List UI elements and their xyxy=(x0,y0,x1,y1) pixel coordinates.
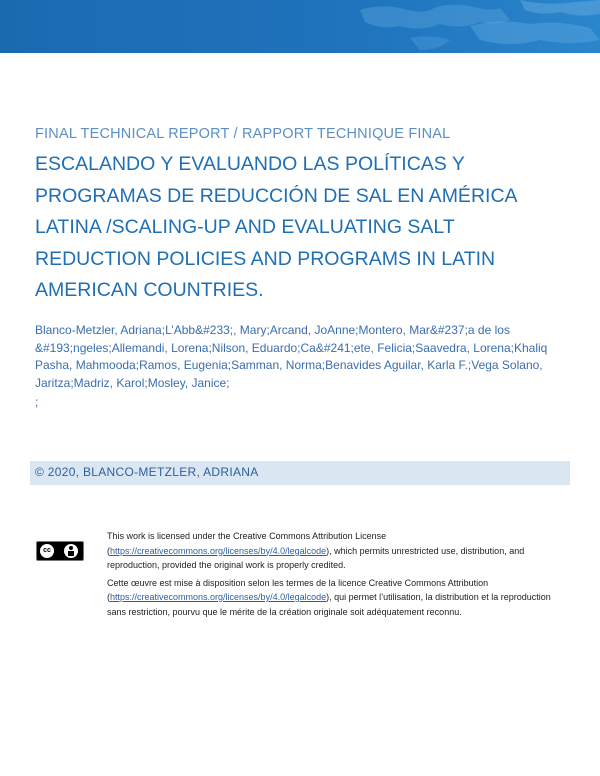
copyright-bar xyxy=(30,461,570,485)
header-banner xyxy=(0,0,600,53)
creative-commons-by-icon xyxy=(36,541,84,561)
attribution-person-icon xyxy=(63,543,79,559)
report-title: ESCALANDO Y EVALUANDO LAS POLÍTICAS Y PROGRAMAS DE REDUCCIÓN DE SAL EN AMÉRICA LATINA /SCALING-UP AND EVALUATING SALT REDUCTION POLICIES AND PROGRAMS IN LATIN AMERICAN COUNTRIES. xyxy=(35,153,517,301)
cc-circle-icon: cc xyxy=(39,543,55,559)
trailing-text: ; xyxy=(35,395,39,409)
report-type-label: FINAL TECHNICAL REPORT / RAPPORT TECHNIQUE FINAL xyxy=(35,126,451,142)
license-french: Cette œuvre est mise à disposition selon les termes de la licence Creative Commons Attribution (https://creativecommons.org/licenses/by/4.0/legalcode), qui permet l’utilisation, la distribution et la reproduction sans restriction, pourvu que le mérite de la création originale soit adéquatement reconnu. xyxy=(107,577,551,617)
copyright-notice: © 2020, BLANCO-METZLER, ADRIANA xyxy=(35,465,259,479)
world-map-graphic xyxy=(0,0,600,53)
license-english: This work is licensed under the Creative Commons Attribution License (https://creativecommons.org/licenses/by/4.0/legalcode), which permits unrestricted use, distribution, and reproduction, provided the original work is properly credited. xyxy=(107,531,525,570)
author-list: Blanco-Metzler, Adriana;L’Abb&#233;, Mary;Arcand, JoAnne;Montero, Mar&#237;a de los &#193;ngeles;Allemandi, Lorena;Nilson, Eduardo;Ca&#241;ete, Felicia;Saavedra, Lorena;Khaliq Pasha, Mahmooda;Ramos, Eugenia;Samman, Norma;Benavides Aguilar, Karla F.;Vega Solano, Jaritza;Madriz, Karol;Mosley, Janice; xyxy=(35,323,548,390)
license-link-english[interactable]: https://creativecommons.org/licenses/by/4.0/legalcode xyxy=(110,545,327,556)
license-link-french[interactable]: https://creativecommons.org/licenses/by/4.0/legalcode xyxy=(110,592,327,602)
license-block xyxy=(107,529,572,619)
